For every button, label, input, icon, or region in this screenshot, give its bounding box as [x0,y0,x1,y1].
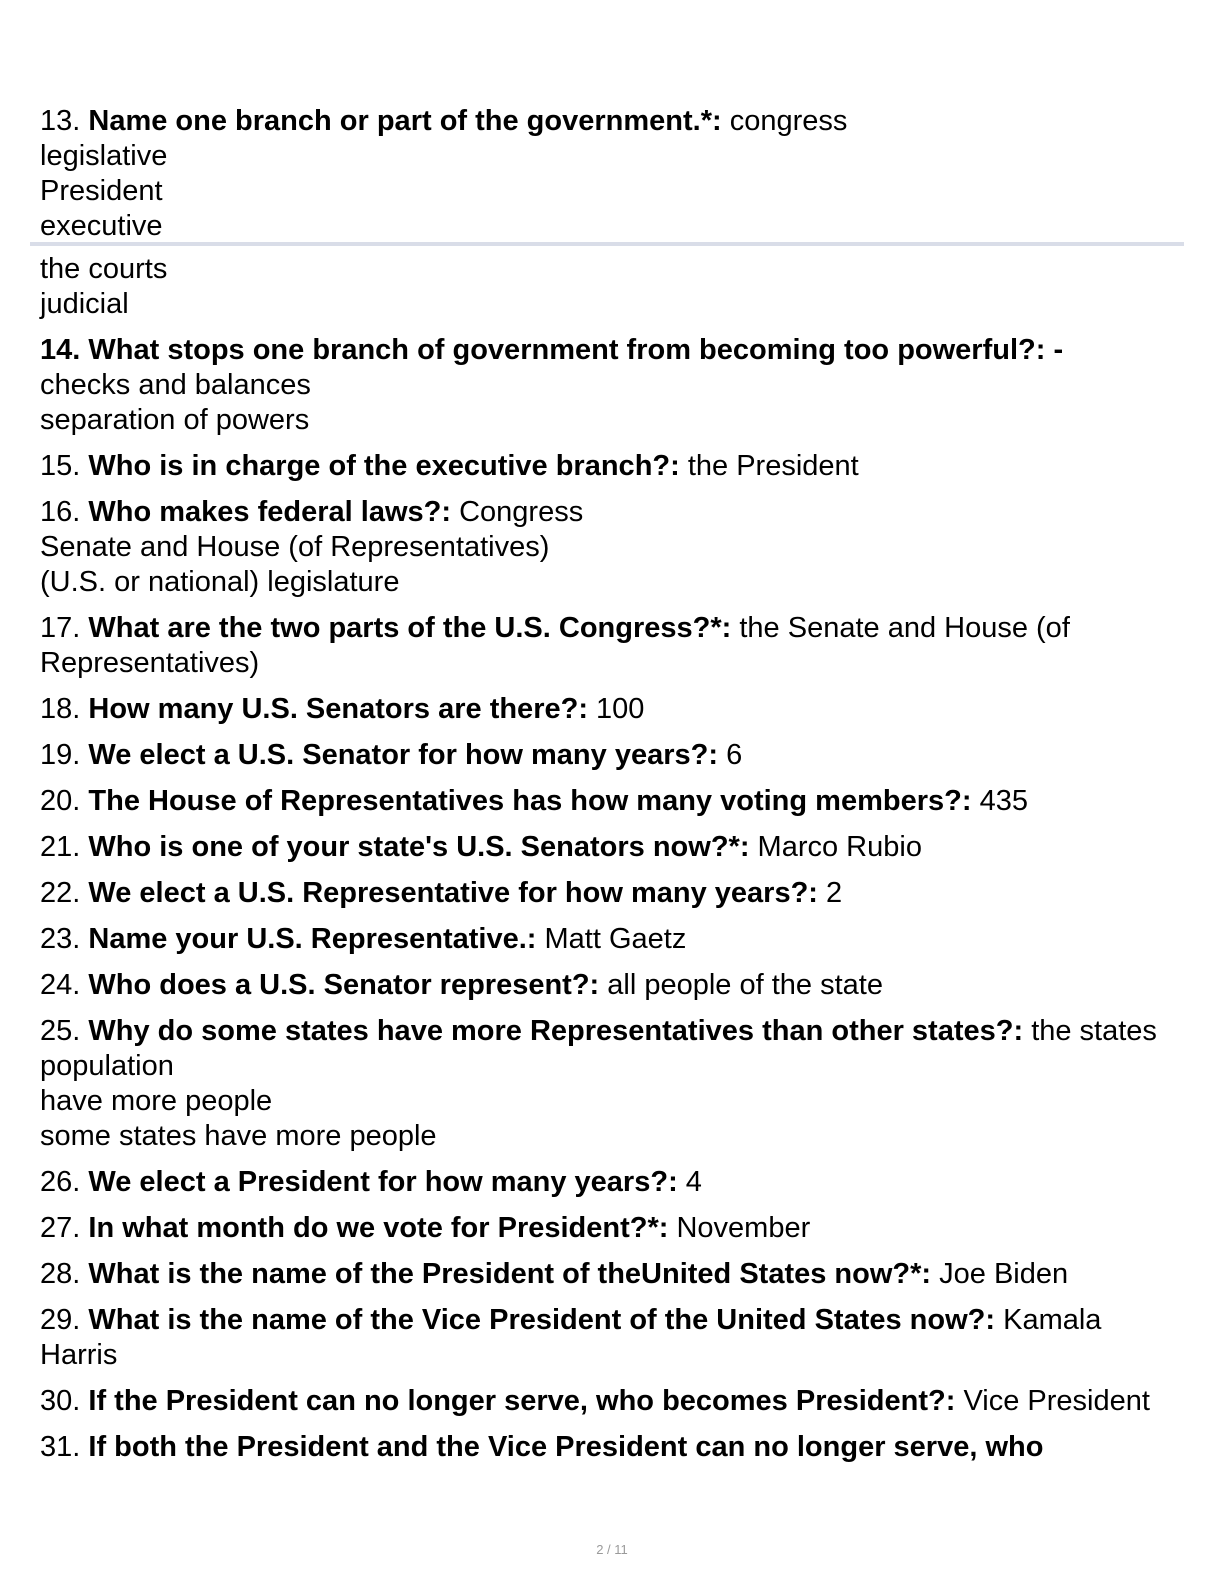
question-number: 19. [40,739,81,771]
question-13 [40,104,1180,322]
question-text: What is the name of the Vice President of the United States now?: [88,1304,996,1336]
question-text: We elect a U.S. Representative for how many years?: [88,877,818,909]
question-number: 24. [40,969,81,1001]
answer-text: the Senate and House (of Representatives) [40,612,1070,679]
question-16 [40,495,1180,600]
answer-text: November [676,1212,811,1244]
answer-text: Congress [459,496,584,528]
question-15 [40,449,1180,484]
question-number: 15. [40,450,81,482]
question-19 [40,738,1180,773]
question-number: 22. [40,877,81,909]
question-30 [40,1384,1180,1419]
answer-text: 2 [826,877,843,909]
question-number: 13. [40,105,81,137]
answer-text: congress [729,105,848,137]
question-number: 16. [40,496,81,528]
answer-text: the President [687,450,859,482]
question-23 [40,922,1180,957]
answer-line: Senate and House (of Representatives) [40,531,550,563]
answer-text: 6 [726,739,743,771]
answer-line: separation of powers [40,404,310,436]
question-number: 29. [40,1304,81,1336]
question-text: What are the two parts of the U.S. Congress?*: [88,612,732,644]
question-text: What is the name of the President of theUnited States now?*: [88,1258,932,1290]
question-number: 30. [40,1385,81,1417]
question-20 [40,784,1180,819]
answer-line: legislative [40,140,168,172]
answer-text: 100 [596,693,645,725]
answer-line: judicial [40,288,129,320]
answer-line: (U.S. or national) legislature [40,566,400,598]
question-text: In what month do we vote for President?*: [88,1212,669,1244]
question-text: What stops one branch of government from becoming too powerful?: - [88,334,1064,366]
question-text: Who makes federal laws?: [88,496,452,528]
answer-text: Joe Biden [939,1258,1069,1290]
question-text: The House of Representatives has how many voting members?: [88,785,972,817]
question-text: Name one branch or part of the government.*: [88,105,722,137]
question-21 [40,830,1180,865]
answer-text: 4 [685,1166,702,1198]
answer-text: 435 [979,785,1028,817]
question-number: 31. [40,1431,81,1463]
question-text: Who is in charge of the executive branch?: [88,450,680,482]
answer-line: have more people [40,1085,273,1117]
answer-line: executive [40,210,163,242]
question-text: Who does a U.S. Senator represent?: [88,969,600,1001]
question-26 [40,1165,1180,1200]
question-text: We elect a President for how many years?: [88,1166,678,1198]
question-text: Why do some states have more Representatives than other states?: [88,1015,1024,1047]
answer-line: some states have more people [40,1120,437,1152]
question-number: 25. [40,1015,81,1047]
question-text: How many U.S. Senators are there?: [88,693,588,725]
question-number: 26. [40,1166,81,1198]
answer-text: Kamala Harris [40,1304,1102,1371]
question-text: If the President can no longer serve, who becomes President?: [88,1385,956,1417]
answer-line: President [40,175,163,207]
answer-text: Matt Gaetz [544,923,687,955]
question-number: 27. [40,1212,81,1244]
question-number: 20. [40,785,81,817]
study-guide-page [40,104,1180,1476]
question-text: If both the President and the Vice President can no longer serve, who [88,1431,1044,1463]
answer-text: Vice President [963,1385,1150,1417]
question-number: 28. [40,1258,81,1290]
question-27 [40,1211,1180,1246]
question-number: 18. [40,693,81,725]
question-24 [40,968,1180,1003]
question-text: We elect a U.S. Senator for how many years?: [88,739,718,771]
question-number: 14. [40,334,81,366]
page-indicator: 2 / 11 [596,1542,628,1557]
question-31 [40,1430,1180,1465]
answer-line: the courts [40,253,168,285]
question-text: Who is one of your state's U.S. Senators now?*: [88,831,750,863]
question-18 [40,692,1180,727]
question-17 [40,611,1180,681]
answer-line: checks and balances [40,369,311,401]
question-25 [40,1014,1180,1154]
answer-text: Marco Rubio [757,831,922,863]
question-14 [40,333,1180,438]
answer-text: all people of the state [607,969,883,1001]
question-22 [40,876,1180,911]
question-number: 23. [40,923,81,955]
question-number: 17. [40,612,81,644]
question-text: Name your U.S. Representative.: [88,923,537,955]
question-29 [40,1303,1180,1373]
question-number: 21. [40,831,81,863]
question-28 [40,1257,1180,1292]
answer-text: the states population [40,1015,1157,1082]
